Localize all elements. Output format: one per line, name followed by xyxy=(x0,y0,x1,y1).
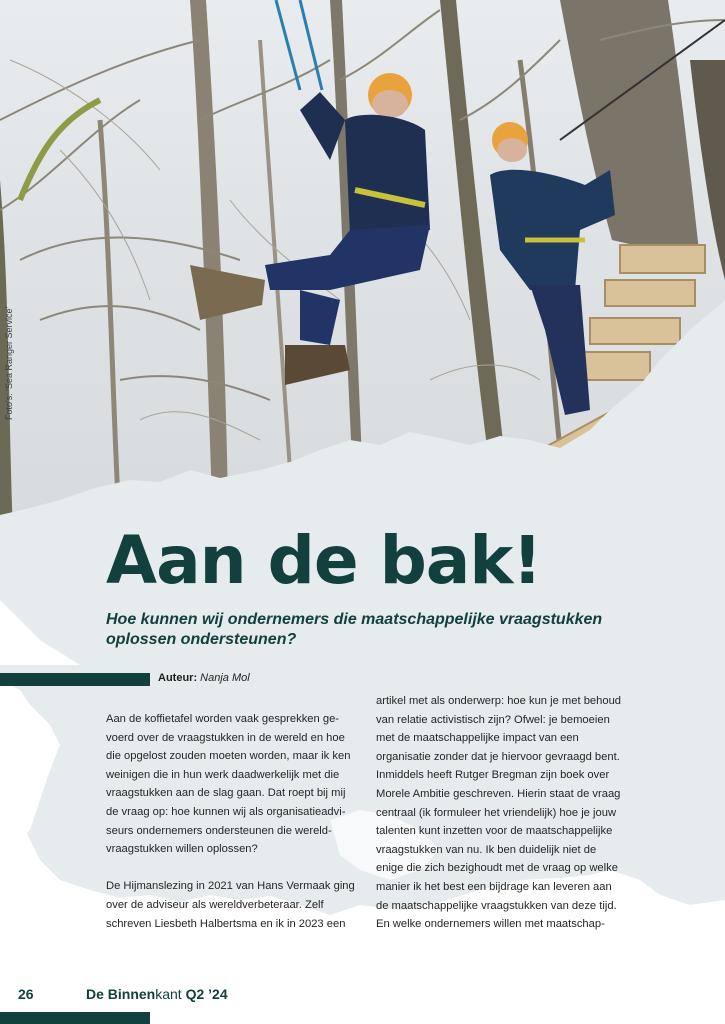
paragraph: Aan de koffietafel worden vaak gesprekken gevoerd over de vraagstukken in de wereld en hoe die opgelost zouden moeten worden, maar ik ken weinigen die in hun werk daadwerkelijk met die vraagstukken aan de slag gaan. Dat roept bij mij de vraag op: hoe kunnen wij als organisatieadviseurs ondernemers ondersteunen die wereldvraagstukken willen oplossen? xyxy=(106,713,351,856)
article-subtitle: Hoe kunnen wij ondernemers die maatschappelijke vraagstukken oplossen ondersteunen? xyxy=(106,611,603,648)
magazine-name xyxy=(86,986,228,1002)
article-column-2 xyxy=(376,692,626,952)
magazine-name-bold: De Binnen xyxy=(86,986,156,1002)
article-column-1 xyxy=(106,710,356,952)
page-number: 26 xyxy=(18,986,34,1002)
footer-accent-bar xyxy=(0,1012,150,1024)
paragraph: De Hijmanslezing in 2021 van Hans Vermaak ging over de adviseur als wereldverbeteraar. Zelf schreven Liesbeth Halbertsma en ik in 2023 een xyxy=(106,880,355,930)
author-name: Nanja Mol xyxy=(200,672,250,684)
author-accent-bar xyxy=(0,673,150,686)
author-line xyxy=(158,672,250,684)
paragraph: artikel met als onderwerp: hoe kun je met behoud van relatie activistisch zijn? Ofwel: je bemoeien met de maatschappelijke impact van een organisatie zonder dat je hiervoor gevraagd bent. Inmiddels heeft Rutger Bregman zijn boek over Morele Ambitie geschreven. Hierin staat de vraag centraal (ik formuleer het vriendelijk) hoe je jouw talenten kunt inzetten voor de maatschappelijke vraagstukken van nu. Ik ben duidelijk niet de enige die zich bezighoudt met de vraag op welke manier ik het best een bijdrage kan leveren aan de maatschappelijke vraagstukken van deze tijd. En welke ondernemers willen met maatschap- xyxy=(376,695,622,931)
article-title: Aan de bak! xyxy=(106,522,542,599)
magazine-name-light: kant xyxy=(155,986,182,1002)
author-label: Auteur: xyxy=(158,672,198,684)
photo-credit: Foto's: 'Sea Ranger Service' xyxy=(4,306,14,420)
issue-label: Q2 ’24 xyxy=(181,986,228,1002)
